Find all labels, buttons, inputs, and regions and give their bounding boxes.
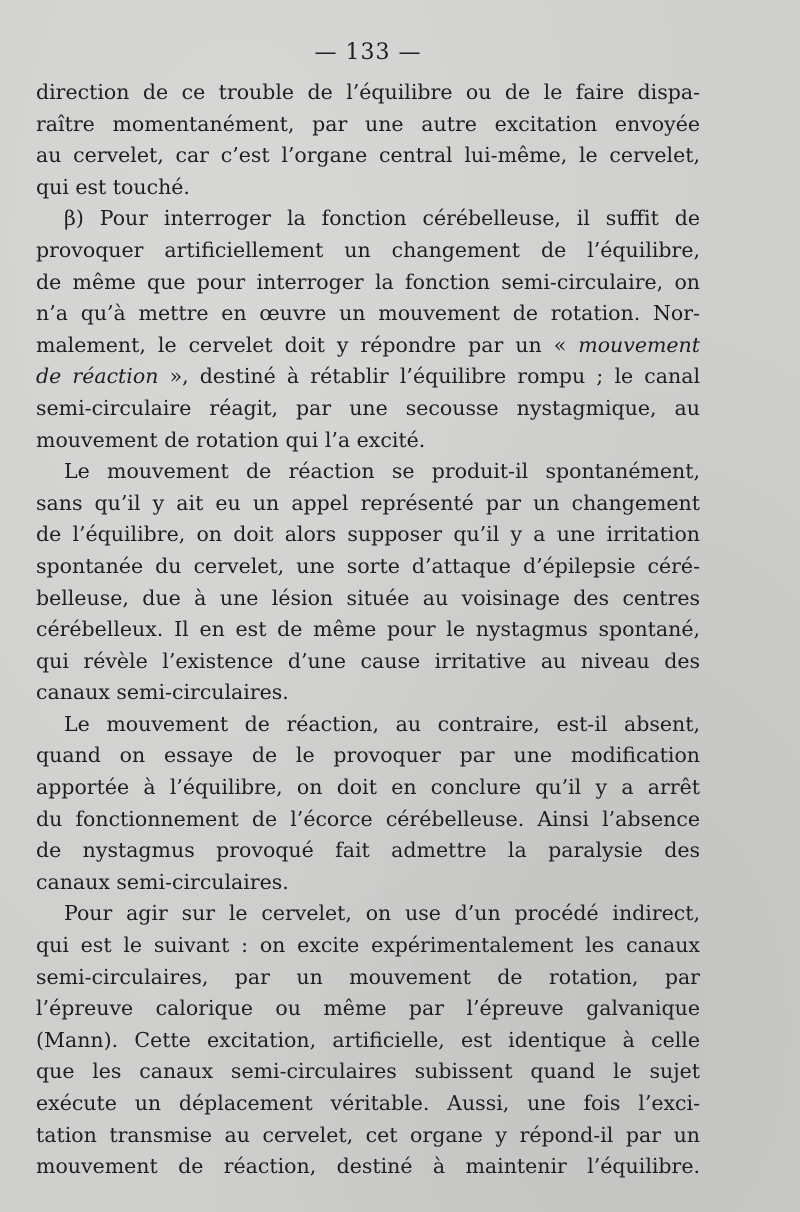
text-line: de même que pour interroger la fonction semi-circulaire, on <box>36 269 700 294</box>
text-line: direction de ce trouble de l’équilibre ou de le faire dispa- <box>36 80 700 104</box>
text-line: qui est touché. <box>36 174 190 199</box>
text-line: cérébelleux. Il en est de même pour le nystagmus spontané, <box>36 617 700 642</box>
text-line: mouvement de réaction, destiné à maintenir l’équilibre. <box>36 1154 700 1179</box>
text-line: de nystagmus provoqué fait admettre la paralysie des <box>36 838 700 863</box>
text-line: Le mouvement de réaction, au contraire, est-il absent, <box>64 711 700 736</box>
text-line: belleuse, due à une lésion située au voisinage des centres <box>36 585 700 610</box>
italic-text: mouvement <box>578 332 700 357</box>
text-line: exécute un déplacement véritable. Aussi, une fois l’exci- <box>36 1091 700 1115</box>
page-number: — 133 — <box>314 40 422 65</box>
text-line: raître momentanément, par une autre excitation envoyée <box>36 111 700 136</box>
text-line: β) Pour interroger la fonction cérébelleuse, il suffit de <box>64 206 700 231</box>
text-segment: malement, le cervelet doit y répondre par un « <box>36 332 579 357</box>
text-line: canaux semi-circulaires. <box>36 680 289 705</box>
text-line: tation transmise au cervelet, cet organe y répond-il par un <box>36 1122 700 1147</box>
text-line: Le mouvement de réaction se produit-il spontanément, <box>64 459 700 484</box>
text-line: canaux semi-circulaires. <box>36 869 289 894</box>
text-line: qui révèle l’existence d’une cause irritative au niveau des <box>36 648 700 673</box>
text-line: que les canaux semi-circulaires subissent quand le sujet <box>36 1059 700 1084</box>
text-line: du fonctionnement de l’écorce cérébelleuse. Ainsi l’absence <box>36 806 700 831</box>
text-line: mouvement de rotation qui l’a excité. <box>36 427 426 452</box>
text-line <box>36 361 700 393</box>
text-line: Pour agir sur le cervelet, on use d’un procédé indirect, <box>64 901 700 926</box>
text-line: quand on essaye de le provoquer par une modification <box>36 743 700 768</box>
text-line: spontanée du cervelet, une sorte d’attaque d’épilepsie céré- <box>36 553 700 578</box>
text-line: au cervelet, car c’est l’organe central lui-même, le cervelet, <box>36 143 700 168</box>
text-segment: », destiné à rétablir l’équilibre rompu ; le canal <box>158 364 700 389</box>
body-text <box>36 77 700 1183</box>
text-line: qui est le suivant : on excite expérimentalement les canaux <box>36 933 700 958</box>
text-line <box>36 330 700 362</box>
text-line: de l’équilibre, on doit alors supposer qu’il y a une irritation <box>36 522 700 547</box>
text-line: semi-circulaires, par un mouvement de rotation, par <box>36 964 700 989</box>
text-line: (Mann). Cette excitation, artificielle, est identique à celle <box>36 1027 700 1052</box>
text-line: apportée à l’équilibre, on doit en conclure qu’il y a arrêt <box>36 775 700 800</box>
text-line: provoquer artificiellement un changement de l’équilibre, <box>36 237 700 262</box>
text-line: sans qu’il y ait eu un appel représenté par un changement <box>36 490 700 515</box>
text-line: l’épreuve calorique ou même par l’épreuve galvanique <box>36 996 700 1021</box>
text-line: n’a qu’à mettre en œuvre un mouvement de rotation. Nor- <box>36 301 700 326</box>
text-line: semi-circulaire réagit, par une secousse nystagmique, au <box>36 395 700 420</box>
italic-text: de réaction <box>36 364 159 389</box>
